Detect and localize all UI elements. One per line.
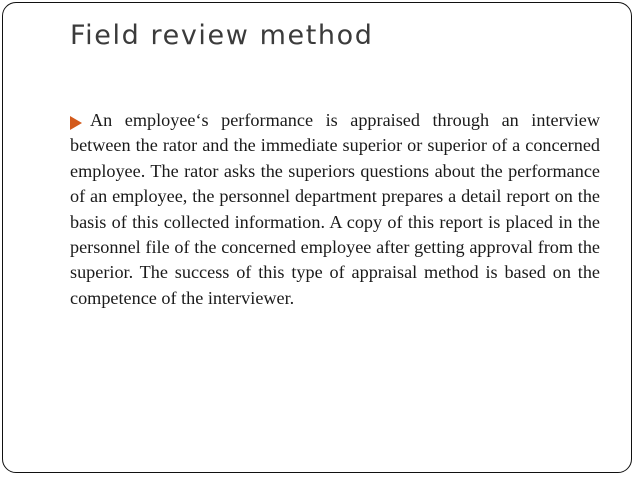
bullet-item: [70, 108, 600, 311]
bullet-text: An employee‘s performance is appraised through an interview between the rator and the immediate superior or superior of a concerned employee. The rator asks the superiors questions about the performance of an employee, the personnel department prepares a detail report on the basis of this collected information. A copy of this report is placed in the personnel file of the concerned employee after getting approval from the superior. The success of this type of appraisal method is based on the competence of the interviewer.: [70, 110, 600, 308]
slide-title: Field review method: [70, 20, 374, 51]
triangle-bullet-icon: [70, 116, 82, 130]
